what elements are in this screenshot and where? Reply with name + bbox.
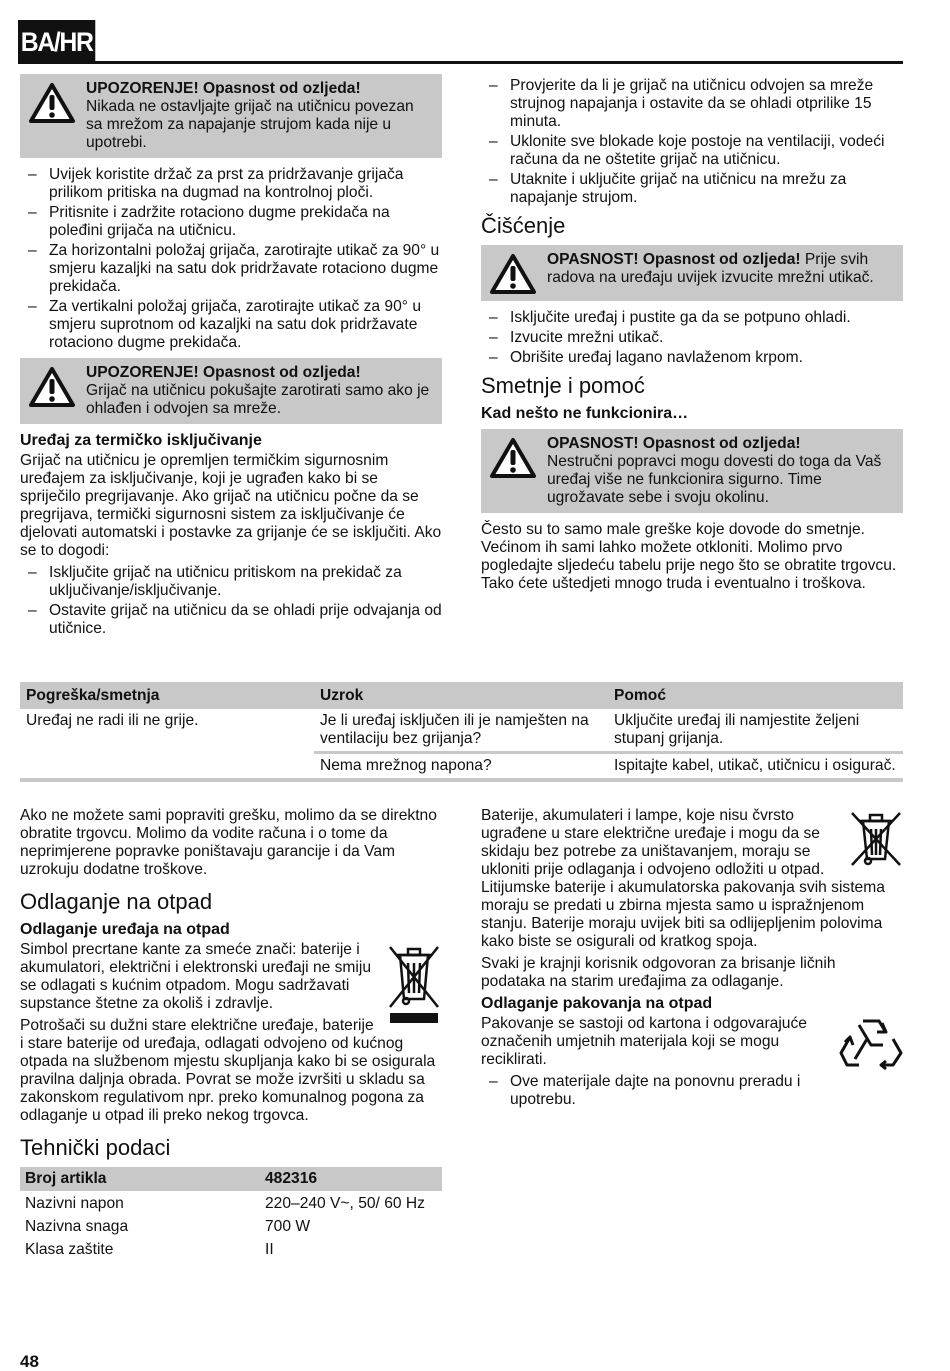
paragraph: Često su to samo male greške koje dovode do smetnje. Većinom ih sami lahko možete otkloniti. Molimo prvo pogledajte sljedeću tabelu prije nego što se obratite trgovcu. Tako ćete uštedjeti mnogo truda i eventualno i troškova. (481, 521, 897, 592)
spec-label: Klasa zaštite (25, 1241, 114, 1258)
list-item: – Ostavite grijač na utičnicu da se ohladi prije odvajanja od utičnice. (20, 602, 442, 638)
paragraph: Grijač na utičnicu je opremljen termičkim sigurnosnim uređajem za isključivanje, koji je ugrađen kako bi se spriječilo pregrijavanje. Ako grijač na utičnicu počne da se pregrijava, termički sigurnosni sistem za isključivanje će djelovati automatski i postavke za grijanje će se isključiti. Ako se to dogodi: (20, 452, 442, 559)
paragraph: Simbol precrtane kante za smeće znači: baterije i akumulatori, električni i elektronski uređaji ne smiju se odlagati s kućnim otpadom. Mogu sadržavati supstance štetne za okoliš i zdravlje. (20, 941, 372, 1012)
spec-value: 482316 (265, 1170, 318, 1187)
warning-triangle-icon (28, 82, 76, 124)
instruction-list (20, 166, 442, 352)
troubleshooting-table (20, 682, 903, 782)
list-item: – Isključite grijač na utičnicu pritiskom na prekidač za uključivanje/isključivanje. (20, 564, 442, 600)
list-item: – Uklonite sve blokade koje postoje na ventilaciji, vodeći računa da ne oštetite grijač na utičnicu. (481, 133, 903, 169)
warning-title: UPOZORENJE! Opasnost od ozljeda! (86, 80, 361, 97)
list-item: – Izvucite mrežni utikač. (481, 329, 903, 347)
paragraph: Svaki je krajnji korisnik odgovoran za brisanje ličnih podataka na starim uređajima za odlaganje. (481, 955, 836, 990)
table-cell: Uključite uređaj ili namjestite željeni stupanj grijanja. (614, 712, 860, 747)
table-row (20, 1218, 442, 1236)
table-row (20, 754, 903, 778)
danger-box (481, 429, 903, 513)
section-subtitle: Kad nešto ne funkcionira… (481, 405, 689, 422)
warning-triangle-icon (28, 366, 76, 408)
warning-triangle-icon (489, 437, 537, 479)
list-item: – Za horizontalni položaj grijača, zarotirajte utikač za 90° u smjeru kazaljki na satu dok pridržavate rotaciono dugme prekidača. (20, 242, 442, 296)
page-number: 48 (20, 1352, 39, 1371)
section-subtitle: Uređaj za termičko isključivanje (20, 432, 262, 449)
table-bottom-rule (20, 778, 903, 782)
table-header (20, 682, 903, 709)
weee-bin-icon (386, 941, 442, 1030)
spec-value: 220–240 V~, 50/ 60 Hz (265, 1195, 425, 1212)
tech-specs-table (20, 1167, 442, 1259)
recycle-icon (839, 1015, 903, 1078)
spec-label: Nazivna snaga (25, 1218, 129, 1235)
crossed-bin-icon (849, 809, 903, 872)
paragraph: Pakovanje se sastoji od kartona i odgovarajuće označenih umjetnih materijala koji se mogu reciklirati. (481, 1015, 807, 1068)
warning-text: Grijač na utičnicu pokušajte zarotirati samo ako je ohlađen i odvojen sa mreže. (86, 382, 430, 417)
list-item: – Za vertikalni položaj grijača, zarotirajte utikač za 90° u smjeru suprotnom od kazaljki na satu dok pridržavate rotaciono dugme prekidača. (20, 298, 442, 352)
header-rule (18, 61, 903, 64)
warning-box (20, 74, 442, 158)
right-column (481, 77, 903, 597)
warning-title: UPOZORENJE! Opasnost od ozljeda! (86, 364, 361, 381)
section-subtitle: Odlaganje pakovanja na otpad (481, 995, 713, 1012)
warning-text: Nikada ne ostavljajte grijač na utičnicu povezan sa mrežom za napajanje strujom kada nije u upotrebi. (86, 98, 414, 151)
section-subtitle: Odlaganje uređaja na otpad (20, 921, 230, 938)
table-cell: Uređaj ne radi ili ne grije. (26, 712, 199, 729)
list-item: – Isključite uređaj i pustite ga da se potpuno ohladi. (481, 309, 903, 327)
table-cell: Ispitajte kabel, utikač, utičnicu i osigurač. (614, 757, 896, 774)
danger-text: Prije svih radova na uređaju uvijek izvucite mrežni utikač. (547, 251, 874, 286)
table-cell (20, 757, 314, 775)
instruction-list (481, 1073, 903, 1109)
spec-value: 700 W (265, 1218, 311, 1235)
instruction-list (481, 77, 903, 207)
spec-label: Nazivni napon (25, 1195, 124, 1212)
list-item: – Obrišite uređaj lagano navlaženom krpom. (481, 349, 903, 367)
language-badge: BA/HR (18, 20, 95, 64)
section-heading: Smetnje i pomoć (481, 373, 645, 398)
section-heading: Čišćenje (481, 213, 566, 238)
paragraph: Ako ne možete sami popraviti grešku, molimo da se direktno obratite trgovcu. Molimo da vodite računa i o tome da neprimjerene popravke poništavaju garancije i da Vam uzrokuju dodatne troškove. (20, 807, 437, 878)
bottom-left-column (20, 807, 442, 1264)
table-cell: Je li uređaj isključen ili je namješten na ventilaciju bez grijanja? (320, 712, 589, 747)
list-item: – Ove materijale dajte na ponovnu preradu i upotrebu. (481, 1073, 903, 1109)
warning-box (20, 358, 442, 424)
section-heading: Tehnički podaci (20, 1135, 171, 1160)
danger-box (481, 245, 903, 301)
table-cell: Nema mrežnog napona? (320, 757, 492, 774)
table-row (20, 709, 903, 751)
section-heading: Odlaganje na otpad (20, 889, 213, 914)
danger-title: OPASNOST! Opasnost od ozljeda! (547, 251, 801, 268)
column-header: Pogreška/smetnja (26, 686, 160, 704)
instruction-list (20, 564, 442, 638)
table-row (20, 1195, 442, 1213)
paragraph: Baterije, akumulateri i lampe, koje nisu čvrsto ugrađene u stare električne uređaje i mogu da se skidaju bez potrebe za uništavanjem, moraju se ukloniti prije odlaganja i odvojeno odložiti u otpad. Litijumske baterije i akumulatorska pakovanja svih sistema moraju se predati u zbirna mjesta samo u ispražnjenom stanju. Baterije moraju uvijek biti sa odlijepljenim polovima kako biste se osigurali od kratkog spoja. (481, 807, 885, 950)
paragraph: Potrošači su dužni stare električne uređaje, baterije i stare baterije od uređaja, odlagati odvojeno od kućnog otpada na službenom mjestu skupljanja kako bi se osigurala pravilna daljnja obrada. Povrat se može izvršiti u skladu sa zakonskom regulativom npr. preko komunalnog pogona za odlaganje u otpad ili preko nekog trgovca. (20, 1017, 436, 1124)
table-header (20, 1167, 442, 1191)
list-item: – Utaknite i uključite grijač na utičnicu na mrežu za napajanje strujom. (481, 171, 903, 207)
instruction-list (481, 309, 903, 367)
row-divider (20, 751, 903, 754)
danger-text: Nestručni popravci mogu dovesti do toga da Vaš uređaj više ne funkcionira sigurno. Time ugrožavate sebe i svoju okolinu. (547, 453, 882, 506)
list-item: – Pritisnite i zadržite rotaciono dugme prekidača na poleđini grijača na utičnicu. (20, 204, 442, 240)
left-column (20, 74, 442, 644)
column-header: Pomoć (614, 686, 666, 704)
column-header: Uzrok (320, 686, 364, 704)
list-item: – Uvijek koristite držač za prst za pridržavanje grijača prilikom pritiska na dugmad na kontrolnoj ploči. (20, 166, 442, 202)
table-row (20, 1241, 442, 1259)
spec-label: Broj artikla (25, 1170, 107, 1187)
danger-title: OPASNOST! Opasnost od ozljeda! (547, 435, 801, 452)
spec-value: II (265, 1241, 274, 1258)
list-item: – Provjerite da li je grijač na utičnicu odvojen sa mreže strujnog napajanja i ostavite da se ohladi otprilike 15 minuta. (481, 77, 903, 131)
warning-triangle-icon (489, 253, 537, 295)
bottom-right-column (481, 807, 903, 1115)
